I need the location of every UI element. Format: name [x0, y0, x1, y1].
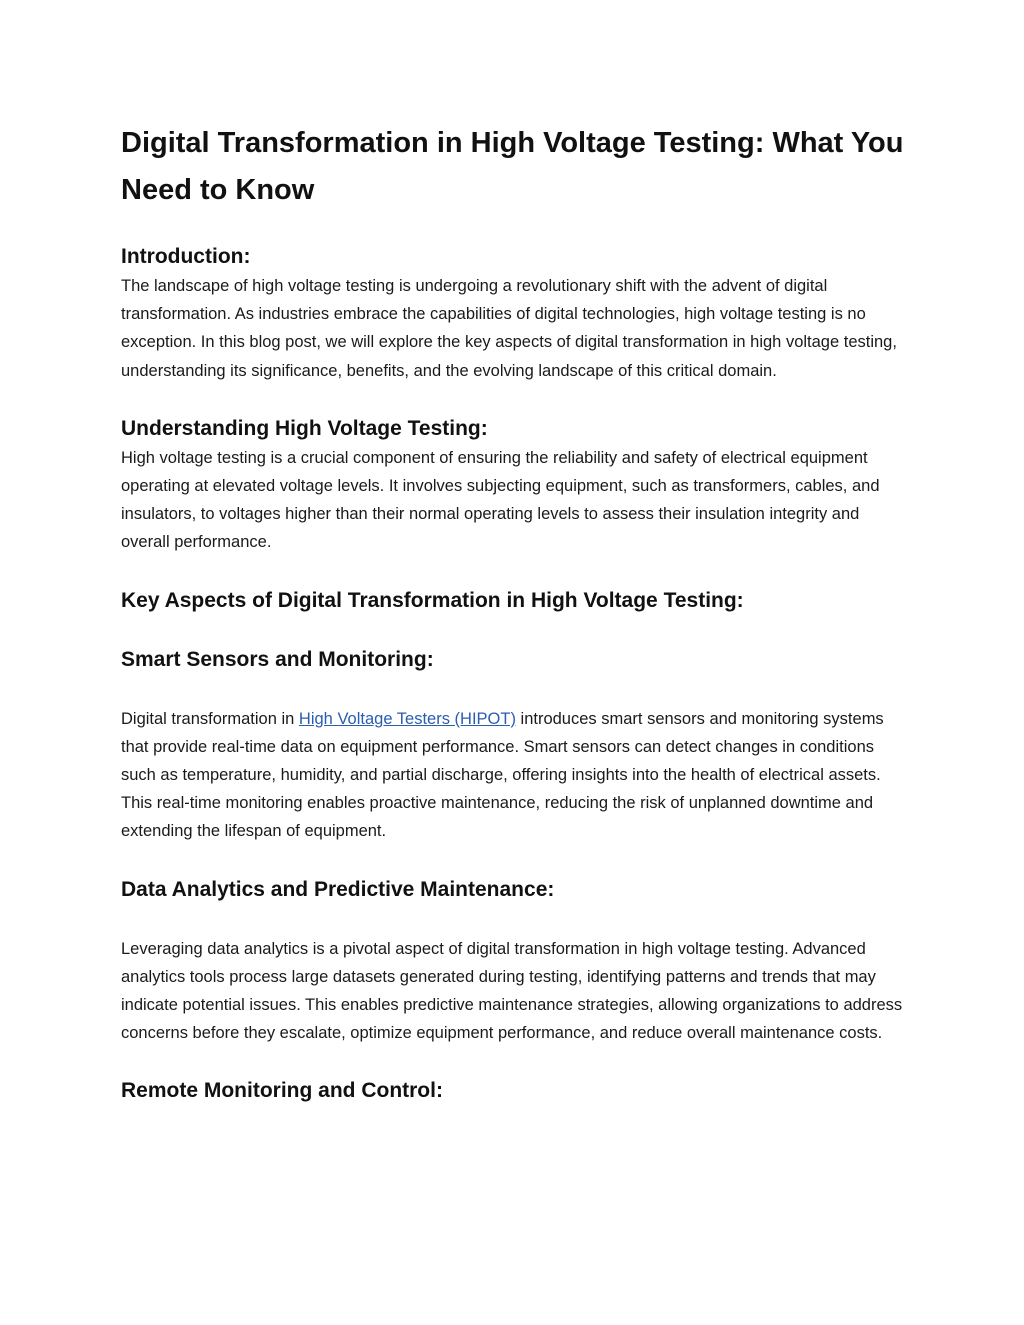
section-body-data-analytics: Leveraging data analytics is a pivotal aspect of digital transformation in high voltage testing. Advanced analytics tools process large datasets generated during testing, identifying patterns and trends that may indicate potential issues. This enables predictive maintenance strategies, allowing organizations to address concerns before they escalate, optimize equipment performance, and reduce overall maintenance costs. — [121, 939, 903, 1043]
hipot-testers-link[interactable]: High Voltage Testers (HIPOT) — [298, 709, 516, 728]
section-body-smart-sensors — [121, 705, 911, 846]
section-heading-smart-sensors: Smart Sensors and Monitoring: — [121, 647, 434, 671]
body-text-before-link: Digital transformation in — [121, 709, 299, 728]
page-title: Digital Transformation in High Voltage Testing: What You Need to Know — [121, 127, 904, 206]
document-page — [121, 120, 911, 1106]
section-heading-introduction: Introduction: — [121, 245, 251, 268]
section-heading-remote-monitoring: Remote Monitoring and Control: — [121, 1079, 443, 1103]
section-body-understanding: High voltage testing is a crucial component of ensuring the reliability and safety of electrical equipment operating at elevated voltage levels. It involves subjecting equipment, such as transformers, cables, and insulators, to voltages higher than their normal operating levels to assess their insulation integrity and overall performance. — [121, 448, 880, 552]
section-heading-data-analytics: Data Analytics and Predictive Maintenance: — [121, 877, 555, 901]
section-heading-understanding: Understanding High Voltage Testing: — [121, 416, 488, 440]
section-body-introduction: The landscape of high voltage testing is undergoing a revolutionary shift with the advent of digital transformation. As industries embrace the capabilities of digital technologies, high voltage testing is no exception. In this blog post, we will explore the key aspects of digital transformation in high voltage testing, understanding its significance, benefits, and the evolving landscape of this critical domain. — [121, 277, 897, 380]
body-text-after-link: introduces smart sensors and monitoring systems that provide real-time data on equipment performance. Smart sensors can detect changes in conditions such as temperature, humidity, and partial discharge, offering insights into the health of electrical assets. This real-time monitoring enables proactive maintenance, reducing the risk of unplanned downtime and extending the lifespan of equipment. — [121, 709, 884, 841]
section-heading-key-aspects: Key Aspects of Digital Transformation in High Voltage Testing: — [121, 588, 744, 612]
